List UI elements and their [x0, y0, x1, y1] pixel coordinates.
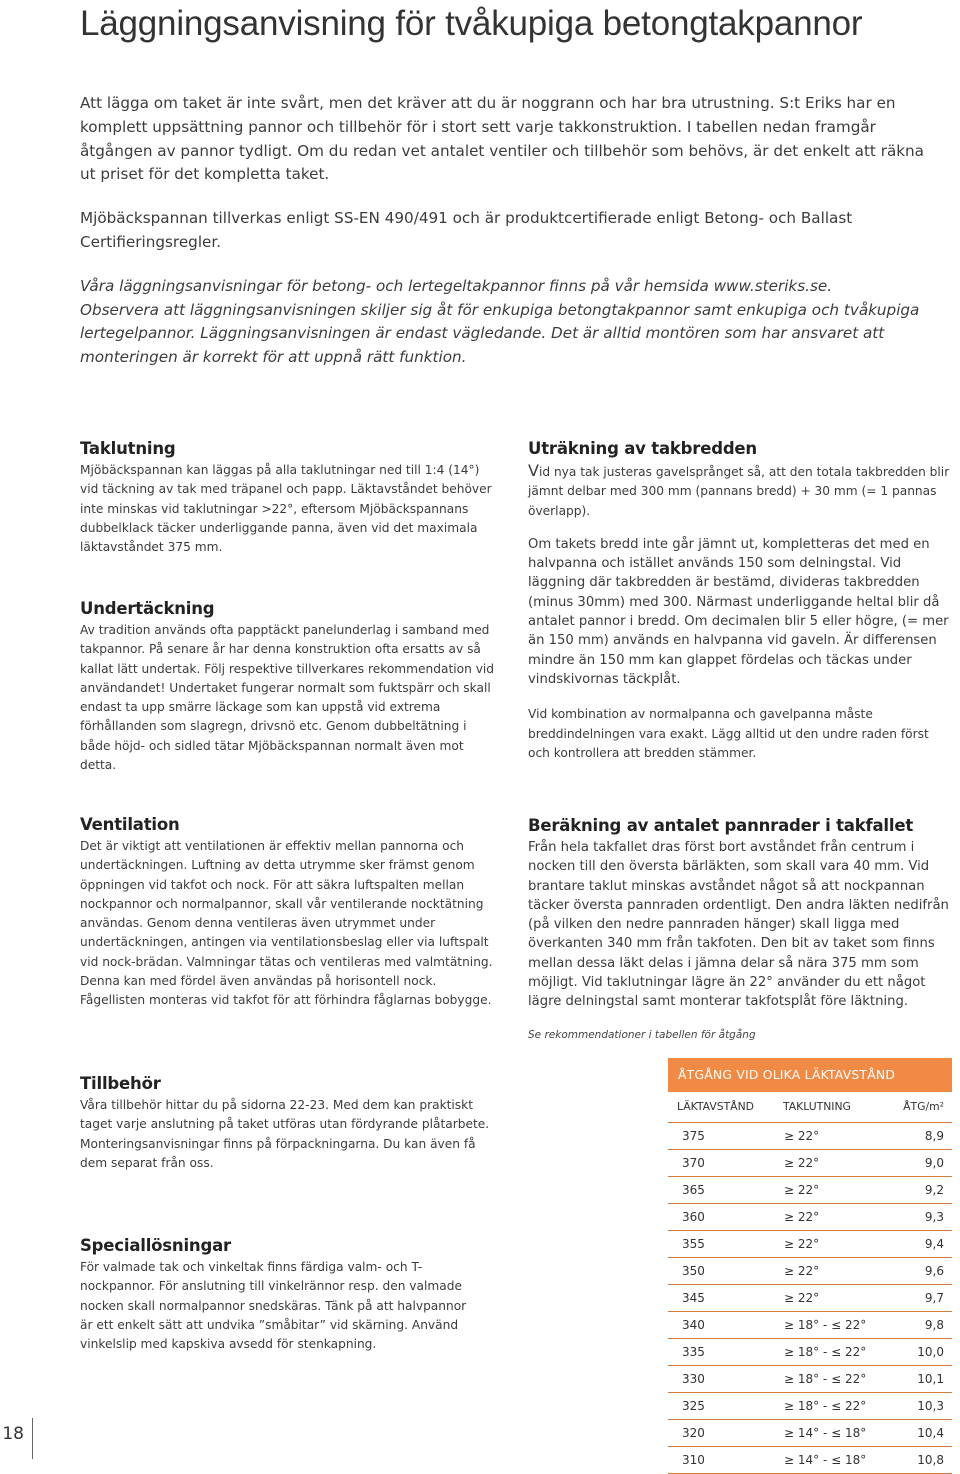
page-number: 18 [2, 1424, 24, 1444]
table-row [668, 1420, 952, 1447]
cell-laktavstand: 345 [682, 1291, 705, 1305]
cell-taklutning: ≥ 18° - ≤ 22° [784, 1318, 867, 1332]
cell-taklutning: ≥ 22° [784, 1237, 820, 1251]
section-paragraph-2: Om takets bredd inte går jämnt ut, kompletteras det med en halvpanna och istället används 150 som delningstal. Vid läggning där takbredden är bestämd, divideras takbredden (minus 30mm) med 300. Närmast underliggande heltal blir då antalet pannor i bredd. Om decimalen blir 5 eller högre, (= mer än 150 mm) används en halvpanna vid gaveln. Är differensen mindre än 150 mm kan glappet fördelas och täckas under vindskivornas täckplåt. [528, 536, 949, 687]
table-row [668, 1393, 952, 1420]
cell-atg: 9,2 [924, 1183, 944, 1197]
cell-laktavstand: 320 [682, 1426, 705, 1440]
section-undertackning [80, 598, 495, 775]
table-row [668, 1312, 952, 1339]
table-row [668, 1366, 952, 1393]
table-note: Se rekommendationer i tabellen för åtgång [528, 1029, 756, 1041]
cell-taklutning: ≥ 22° [784, 1264, 820, 1278]
cell-taklutning: ≥ 22° [784, 1129, 820, 1143]
table-row [668, 1258, 952, 1285]
cell-atg: 9,4 [924, 1237, 944, 1251]
page-number-rule [32, 1418, 33, 1459]
cell-atg: 10,0 [917, 1345, 944, 1359]
section-body: Mjöbäckspannan kan läggas på alla taklutningar ned till 1:4 (14°) vid täckning av tak med träpanel och papp. Läktavståndet behöver inte minskas vid taklutningar >22°, eftersom Mjöbäckspannans dubbelklack täcker underliggande panna, även vid det maximala läktavståndet 375 mm. [80, 463, 492, 555]
cell-taklutning: ≥ 22° [784, 1183, 820, 1197]
section-body: Det är viktigt att ventilationen är effektiv mellan pannorna och undertäckningen. Luftning av detta utrymme sker främst genom öppningen vid takfot och nock. För att säkra luftspalten mellan nockpannor och normalpannor, skall vår ventilerande nocktätning användas. Genom denna ventileras även utrymmet under undertäckningen, antingen via ventilationsbeslag eller via luftspalt vid nock-brädan. Valmningar tätas och ventileras med valmtätning. Denna kan med fördel även användas på horisontell nock. Fågellisten monteras vid takfot för att förhindra fåglarnas bobygge. [80, 839, 493, 1008]
table-row [668, 1204, 952, 1231]
section-heading: Uträkning av takbredden [528, 439, 757, 458]
section-ventilation [80, 814, 498, 1011]
section-body: Av tradition används ofta papptäckt panelunderlag i samband med takpannor. På senare år har denna konstruktion ofta ersatts av så kallat lätt undertak. Följ respektive tillverkares rekommendation vid användandet! Undertaket fungerar normalt som fuktspärr och skall endast ta upp smärre läckage som kan uppstå vid extrema förhållanden som slagregn, drivsnö etc. Genom dubbeltätning i både höjd- och sidled tätar Mjöbäckspannan normalt även mot detta. [80, 623, 495, 773]
cell-atg: 9,7 [924, 1291, 944, 1305]
section-heading: Ventilation [80, 815, 180, 834]
cell-laktavstand: 370 [682, 1156, 705, 1170]
cell-atg: 9,3 [924, 1210, 944, 1224]
cell-taklutning: ≥ 22° [784, 1156, 820, 1170]
cell-laktavstand: 360 [682, 1210, 705, 1224]
table-body [668, 1123, 952, 1474]
column-header-laktavstand: LÄKTAVSTÅND [677, 1100, 754, 1113]
section-heading: Taklutning [80, 439, 176, 458]
cell-atg: 8,9 [924, 1129, 944, 1143]
table-row [668, 1177, 952, 1204]
cell-laktavstand: 365 [682, 1183, 705, 1197]
cell-laktavstand: 355 [682, 1237, 705, 1251]
cell-atg: 9,6 [924, 1264, 944, 1278]
section-heading: Beräkning av antalet pannrader i takfallet [528, 816, 914, 835]
lakt-table [668, 1058, 952, 1474]
cell-laktavstand: 310 [682, 1453, 705, 1467]
intro-paragraph-3 [80, 275, 940, 370]
cell-taklutning: ≥ 14° - ≤ 18° [784, 1453, 867, 1467]
column-header-taklutning: TAKLUTNING [783, 1100, 851, 1113]
table-row [668, 1231, 952, 1258]
cell-atg: 10,3 [917, 1399, 944, 1413]
cell-laktavstand: 325 [682, 1399, 705, 1413]
section-taklutning [80, 438, 495, 557]
section-paragraph-3: Vid kombination av normalpanna och gavelpanna måste breddindelningen vara exakt. Lägg alltid ut den undre raden först och kontrollera att bredden stämmer. [528, 707, 929, 760]
table-row [668, 1123, 952, 1150]
table-column-headers [668, 1092, 952, 1123]
intro-paragraph-2: Mjöbäckspannan tillverkas enligt SS-EN 490/491 och är produktcertifierade enligt Betong- och Ballast Certifieringsregler. [80, 209, 853, 251]
cell-taklutning: ≥ 18° - ≤ 22° [784, 1399, 867, 1413]
section-body: För valmade tak och vinkeltak finns färdiga valm- och T-nockpannor. För anslutning till vinkelrännor resp. den valmade nocken skall normalpannor snedskäras. Tänk på att halvpannor är ett enkelt sätt att undvika ”småbitar” vid skärning. Använd vinkelslip med kapskiva avsedd för stenkapning. [80, 1260, 467, 1352]
intro-paragraph-3-line-1: Våra läggningsanvisningar för betong- och lertegeltakpannor finns på vår hemsida www.steriks.se. [80, 276, 833, 295]
cell-laktavstand: 350 [682, 1264, 705, 1278]
cell-atg: 10,8 [917, 1453, 944, 1467]
cell-laktavstand: 335 [682, 1345, 705, 1359]
section-paragraph-1: Vid nya tak justeras gavelsprånget så, att den totala takbredden blir jämnt delbar med 300 mm (pannans bredd) + 30 mm (= 1 pannas överlapp). [528, 461, 950, 518]
table-title: ÅTGÅNG VID OLIKA LÄKTAVSTÅND [668, 1058, 952, 1092]
cell-taklutning: ≥ 22° [784, 1291, 820, 1305]
cell-atg: 9,0 [924, 1156, 944, 1170]
cell-laktavstand: 340 [682, 1318, 705, 1332]
section-pannrader [528, 815, 952, 1012]
table-row [668, 1285, 952, 1312]
cell-taklutning: ≥ 22° [784, 1210, 820, 1224]
section-heading: Speciallösningar [80, 1236, 231, 1255]
column-header-atg: ÅTG/m² [903, 1100, 944, 1113]
table-row [668, 1150, 952, 1177]
section-body: Från hela takfallet dras först bort avståndet från centrum i nocken till den översta bärläkten, som skall vara 40 mm. Vid brantare taklut minskas avståndet något så att nockpannan täcker översta pannraden ordentligt. Den andra läkten nedifrån (på vilken den nedre pannraden hänger) skall ligga med överkanten 340 mm från takfoten. Den bit av taket som finns mellan dessa läkt delas i jämna delar så nära 375 mm som möjligt. Vid taklutningar lägre än 22° använder du ett något lägre delningstal samt monterar takfotsplåt före läktning. [528, 840, 949, 1010]
cell-taklutning: ≥ 14° - ≤ 18° [784, 1426, 867, 1440]
section-body: Våra tillbehör hittar du på sidorna 22-23. Med dem kan praktiskt taget varje anslutning på taket utföras utan fördyrande plåtarbete. Monteringsanvisningar finns på förpackningarna. Du kan även få dem separat från oss. [80, 1098, 490, 1170]
cell-atg: 10,1 [917, 1372, 944, 1386]
cell-taklutning: ≥ 18° - ≤ 22° [784, 1372, 867, 1386]
intro-paragraph-1: Att lägga om taket är inte svårt, men det kräver att du är noggrann och har bra utrustning. S:t Eriks har en komplett uppsättning pannor och tillbehör för i stort sett varje takkonstruktion. I tabellen nedan framgår åtgången av pannor tydligt. Om du redan vet antalet ventiler och tillbehör som behövs, är det enkelt att räkna ut priset för det kompletta taket. [80, 94, 924, 184]
cell-atg: 9,8 [924, 1318, 944, 1332]
table-row [668, 1447, 952, 1474]
cell-taklutning: ≥ 18° - ≤ 22° [784, 1345, 867, 1359]
section-heading: Undertäckning [80, 599, 215, 618]
intro-paragraph-3-rest: Observera att läggningsanvisningen skiljer sig åt för enkupiga betongtakpannor samt enkupiga och tvåkupiga lertegelpannor. Läggningsanvisningen är endast vägledande. Det är alltid montören som har ansvaret att monteringen är korrekt för att uppnå rätt funktion. [80, 300, 920, 367]
table-row [668, 1339, 952, 1366]
section-tillbehor [80, 1073, 495, 1173]
intro-text [80, 92, 940, 390]
cell-laktavstand: 330 [682, 1372, 705, 1386]
page-title: Läggningsanvisning för tvåkupiga betongtakpannor [80, 4, 863, 43]
section-takbredd [528, 438, 952, 763]
section-heading: Tillbehör [80, 1074, 161, 1093]
cell-laktavstand: 375 [682, 1129, 705, 1143]
section-speciallosningar [80, 1235, 480, 1354]
cell-atg: 10,4 [917, 1426, 944, 1440]
